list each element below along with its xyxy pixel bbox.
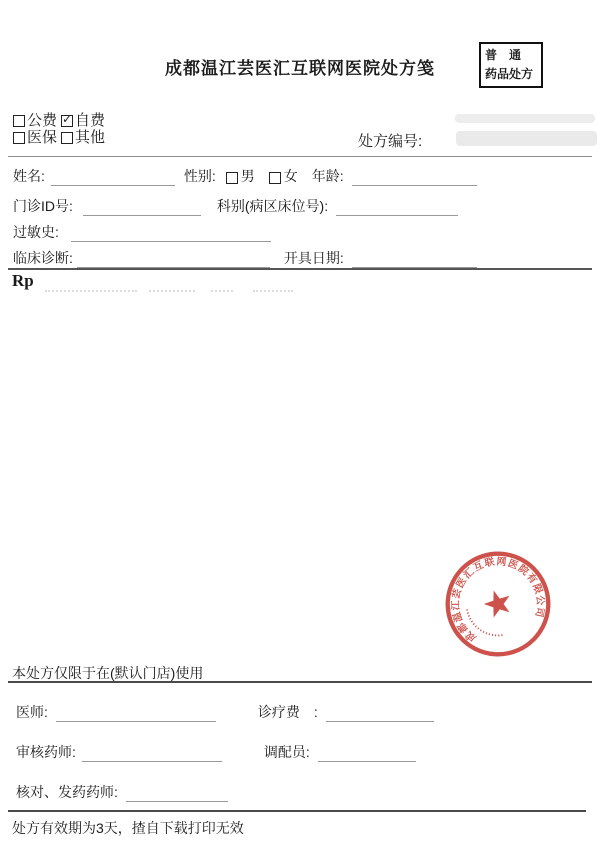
review-pharmacist-field-line xyxy=(82,745,222,762)
checkbox-checked-icon xyxy=(61,111,73,127)
physician-field-line xyxy=(56,705,216,722)
rp-faint-segment xyxy=(211,282,233,292)
issue-date-label: 开具日期: xyxy=(283,250,344,266)
check-dispense-row xyxy=(16,783,228,802)
seal-company-text: 成都温江芸医汇互联网医院有限公司 xyxy=(450,556,546,644)
diagnosis-label: 临床诊断: xyxy=(13,250,73,266)
dispenser-label: 调配员: xyxy=(263,744,310,760)
outpatient-id-field-line xyxy=(83,199,201,216)
name-field-line xyxy=(51,169,175,186)
check-pharmacist-label: 核对、发药药师: xyxy=(16,784,118,800)
page-title: 成都温江芸医汇互联网医院处方笺 xyxy=(165,59,435,78)
section-divider xyxy=(8,810,586,812)
payment-option-gongfei xyxy=(13,112,57,129)
rp-faint-segment xyxy=(149,282,195,292)
department-label: 科别(病区床位号): xyxy=(216,198,329,214)
review-row xyxy=(16,743,416,762)
rx-number-label: 处方编号: xyxy=(358,133,423,150)
diagnosis-field-line xyxy=(77,251,270,268)
usage-note: 本处方仅限于在(默认门店)使用 xyxy=(12,665,204,681)
rp-label: Rp xyxy=(12,271,34,290)
age-field-line xyxy=(352,169,477,186)
female-label: 女 xyxy=(283,168,298,184)
name-label: 姓名: xyxy=(13,168,45,184)
male-checkbox-icon xyxy=(226,172,238,184)
payment-option-yibao xyxy=(13,129,57,146)
physician-label: 医师: xyxy=(16,704,48,720)
payment-option-qita xyxy=(61,129,105,146)
issue-date-field-line xyxy=(352,251,477,268)
validity-note: 处方有效期为3天，揸自下载打印无效 xyxy=(12,820,244,836)
section-divider xyxy=(8,268,592,270)
checkbox-icon xyxy=(13,132,25,144)
payment-option-label: 医保 xyxy=(27,129,58,146)
rx-type-line2: 药品处方 xyxy=(485,67,534,81)
payment-options xyxy=(13,112,109,146)
payment-option-label: 其他 xyxy=(75,129,106,146)
allergy-label: 过敏史: xyxy=(13,224,59,240)
section-divider xyxy=(8,156,592,157)
rx-type-box xyxy=(479,42,543,88)
physician-row xyxy=(16,703,434,722)
seal-star-icon xyxy=(481,586,514,619)
rp-faint-segment xyxy=(253,282,293,292)
checkbox-icon xyxy=(61,132,73,144)
age-label: 年龄: xyxy=(311,168,344,184)
rx-number-faint-value xyxy=(455,114,595,123)
hospital-seal xyxy=(443,549,553,659)
patient-row-2 xyxy=(13,197,458,216)
payment-option-zifei xyxy=(61,112,105,129)
rp-faint-entries xyxy=(45,282,293,292)
outpatient-id-label: 门诊ID号: xyxy=(13,198,73,214)
female-checkbox-icon xyxy=(269,172,281,184)
allergy-field-line xyxy=(71,225,271,242)
treatment-fee-label: 诊疗费 : xyxy=(257,704,318,720)
treatment-fee-field-line xyxy=(326,705,434,722)
payment-option-label: 自费 xyxy=(75,112,106,129)
dispenser-field-line xyxy=(318,745,416,762)
check-pharmacist-field-line xyxy=(126,785,228,802)
payment-option-label: 公费 xyxy=(27,112,58,129)
rx-number-faint-value xyxy=(456,131,597,146)
check-icon: ✓ xyxy=(62,111,73,126)
patient-row-1 xyxy=(13,167,477,186)
checkbox-icon xyxy=(13,115,25,127)
male-label: 男 xyxy=(240,168,255,184)
patient-row-4 xyxy=(13,249,477,268)
gender-label: 性别: xyxy=(183,168,216,184)
section-divider xyxy=(8,681,592,683)
department-field-line xyxy=(336,199,458,216)
review-pharmacist-label: 审核药师: xyxy=(16,744,76,760)
patient-row-3 xyxy=(13,223,271,242)
rx-type-line1: 普 通 xyxy=(485,48,522,62)
rp-faint-segment xyxy=(45,282,137,292)
